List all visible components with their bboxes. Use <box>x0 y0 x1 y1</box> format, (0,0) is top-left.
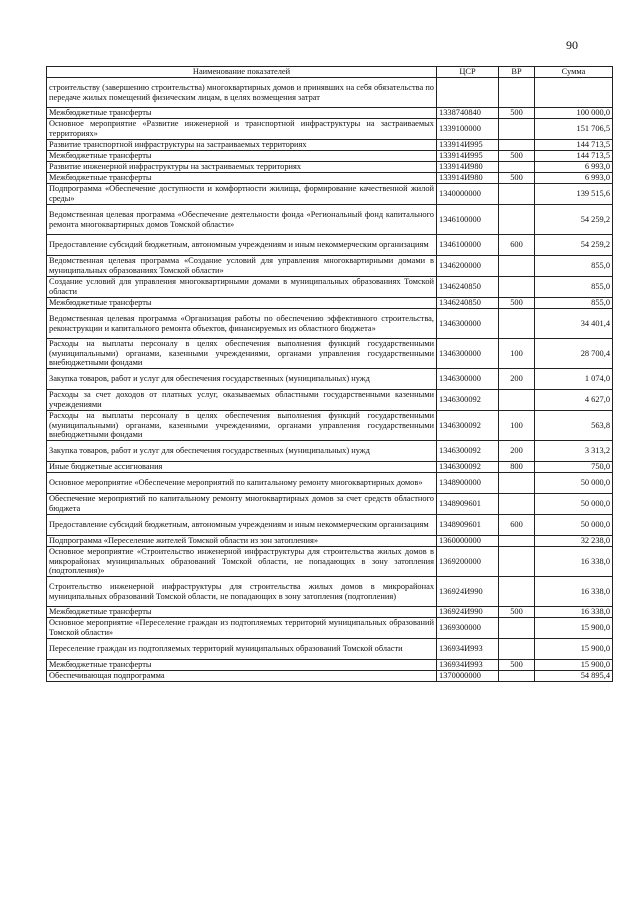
table-row <box>47 140 613 151</box>
cell-csr: 1369300000 <box>437 618 499 639</box>
cell-sum: 151 706,5 <box>535 119 613 140</box>
cell-name: Обеспечение мероприятий по капитальному ремонту многоквартирных домов за счет средств областного бюджета <box>47 494 437 515</box>
cell-vr: 500 <box>499 298 535 309</box>
table-row <box>47 277 613 298</box>
cell-csr: 133914И995 <box>437 140 499 151</box>
cell-vr <box>499 78 535 108</box>
table-row <box>47 441 613 462</box>
cell-csr: 1348900000 <box>437 473 499 494</box>
table-row <box>47 151 613 162</box>
cell-csr: 1346300000 <box>437 339 499 369</box>
cell-vr: 500 <box>499 660 535 671</box>
cell-name: Развитие инженерной инфраструктуры на застраиваемых территориях <box>47 162 437 173</box>
cell-name: Межбюджетные трансферты <box>47 298 437 309</box>
cell-csr: 1338740840 <box>437 108 499 119</box>
table-row <box>47 162 613 173</box>
budget-table <box>46 66 613 682</box>
cell-csr: 136934И993 <box>437 639 499 660</box>
cell-sum: 28 700,4 <box>535 339 613 369</box>
cell-name: Предоставление субсидий бюджетным, автономным учреждениям и иным некоммерческим организациям <box>47 235 437 256</box>
cell-name: Основное мероприятие «Строительство инженерной инфраструктуры для строительства жилых домов в микрорайонах муниципальных образований Томской области, не попадающих в зону затопления (подтопления)» <box>47 547 437 577</box>
cell-name: Создание условий для управления многоквартирными домами в муниципальных образованиях Томской области <box>47 277 437 298</box>
table-row <box>47 173 613 184</box>
cell-csr: 1348909601 <box>437 515 499 536</box>
header-name: Наименование показателей <box>47 67 437 78</box>
cell-name: Ведомственная целевая программа «Создание условий для управления многоквартирными домами в муниципальных образованиях Томской области» <box>47 256 437 277</box>
cell-name: Расходы на выплаты персоналу в целях обеспечения выполнения функций государственными (муниципальными) органами, казенными учреждениями, органами управления государственными внебюджетными фондами <box>47 339 437 369</box>
cell-sum: 34 401,4 <box>535 309 613 339</box>
cell-name: Ведомственная целевая программа «Обеспечение деятельности фонда «Региональный фонд капитального ремонта многоквартирных домов Томской области» <box>47 205 437 235</box>
cell-sum: 16 338,0 <box>535 547 613 577</box>
cell-csr: 1339100000 <box>437 119 499 140</box>
cell-vr <box>499 473 535 494</box>
cell-vr <box>499 577 535 607</box>
table-row <box>47 184 613 205</box>
header-csr: ЦСР <box>437 67 499 78</box>
cell-csr: 1346300092 <box>437 462 499 473</box>
cell-csr: 1346200000 <box>437 256 499 277</box>
cell-vr <box>499 256 535 277</box>
cell-csr: 1346300000 <box>437 309 499 339</box>
cell-csr: 1346240850 <box>437 298 499 309</box>
table-row <box>47 536 613 547</box>
table-row <box>47 256 613 277</box>
cell-sum: 16 338,0 <box>535 577 613 607</box>
table-row <box>47 660 613 671</box>
header-sum: Сумма <box>535 67 613 78</box>
cell-sum: 144 713,5 <box>535 140 613 151</box>
cell-name: Ведомственная целевая программа «Организация работы по обеспечению эффективного строительства, реконструкции и капитального ремонта объектов, финансируемых из областного бюджета» <box>47 309 437 339</box>
cell-sum: 144 713,5 <box>535 151 613 162</box>
cell-vr: 100 <box>499 411 535 441</box>
cell-csr: 1346300000 <box>437 369 499 390</box>
cell-vr: 500 <box>499 173 535 184</box>
cell-vr: 600 <box>499 515 535 536</box>
cell-name: Обеспечивающая подпрограмма <box>47 671 437 682</box>
cell-sum: 855,0 <box>535 298 613 309</box>
cell-vr: 500 <box>499 607 535 618</box>
cell-sum: 54 895,4 <box>535 671 613 682</box>
cell-vr <box>499 671 535 682</box>
cell-vr: 600 <box>499 235 535 256</box>
cell-name: Расходы за счет доходов от платных услуг, оказываемых областными государственными казенными учреждениями <box>47 390 437 411</box>
cell-sum: 4 627,0 <box>535 390 613 411</box>
cell-sum: 6 993,0 <box>535 173 613 184</box>
table-row <box>47 473 613 494</box>
cell-csr: 136924И990 <box>437 577 499 607</box>
cell-vr: 100 <box>499 339 535 369</box>
cell-sum: 15 900,0 <box>535 660 613 671</box>
header-vr: ВР <box>499 67 535 78</box>
table-row <box>47 494 613 515</box>
cell-sum: 563,8 <box>535 411 613 441</box>
page-number: 90 <box>566 38 578 52</box>
table-row <box>47 298 613 309</box>
cell-sum: 750,0 <box>535 462 613 473</box>
cell-sum: 3 313,2 <box>535 441 613 462</box>
cell-name: Строительство инженерной инфраструктуры для строительства жилых домов в микрорайонах муниципальных образований Томской области, не попадающих в зону затопления (подтопления) <box>47 577 437 607</box>
cell-csr: 1340000000 <box>437 184 499 205</box>
cell-sum: 32 238,0 <box>535 536 613 547</box>
cell-vr <box>499 547 535 577</box>
cell-name: Подпрограмма «Переселение жителей Томской области из зон затопления» <box>47 536 437 547</box>
table-row <box>47 339 613 369</box>
cell-name: Закупка товаров, работ и услуг для обеспечения государственных (муниципальных) нужд <box>47 441 437 462</box>
table-row <box>47 78 613 108</box>
table-row <box>47 577 613 607</box>
cell-vr: 800 <box>499 462 535 473</box>
table-row <box>47 119 613 140</box>
cell-sum: 50 000,0 <box>535 473 613 494</box>
cell-sum: 1 074,0 <box>535 369 613 390</box>
cell-sum: 54 259,2 <box>535 235 613 256</box>
table-row <box>47 639 613 660</box>
cell-sum: 54 259,2 <box>535 205 613 235</box>
cell-csr: 1369200000 <box>437 547 499 577</box>
cell-name: Подпрограмма «Обеспечение доступности и комфортности жилища, формирование качественной жилой среды» <box>47 184 437 205</box>
cell-sum: 50 000,0 <box>535 494 613 515</box>
table-row <box>47 235 613 256</box>
cell-name: Предоставление субсидий бюджетным, автономным учреждениям и иным некоммерческим организациям <box>47 515 437 536</box>
cell-vr <box>499 618 535 639</box>
cell-sum <box>535 78 613 108</box>
cell-name: Расходы на выплаты персоналу в целях обеспечения выполнения функций государственными (муниципальными) органами, казенными учреждениями, органами управления государственными внебюджетными фондами <box>47 411 437 441</box>
cell-csr: 1346240850 <box>437 277 499 298</box>
table-row <box>47 369 613 390</box>
table-row <box>47 618 613 639</box>
cell-csr: 133914И980 <box>437 173 499 184</box>
table-row <box>47 671 613 682</box>
cell-name: Развитие транспортной инфраструктуры на застраиваемых территориях <box>47 140 437 151</box>
cell-csr: 1346300092 <box>437 390 499 411</box>
cell-vr <box>499 277 535 298</box>
cell-name: строительству (завершению строительства) многоквартирных домов и принявших на себя обязательства по передаче жилых помещений физическим лицам, в целях возмещения затрат <box>47 78 437 108</box>
table-row <box>47 108 613 119</box>
cell-sum: 15 900,0 <box>535 618 613 639</box>
cell-vr <box>499 119 535 140</box>
cell-vr <box>499 184 535 205</box>
cell-vr <box>499 140 535 151</box>
cell-vr: 200 <box>499 369 535 390</box>
table-row <box>47 547 613 577</box>
cell-sum: 15 900,0 <box>535 639 613 660</box>
cell-name: Закупка товаров, работ и услуг для обеспечения государственных (муниципальных) нужд <box>47 369 437 390</box>
table-row <box>47 390 613 411</box>
cell-sum: 855,0 <box>535 256 613 277</box>
cell-csr: 1346100000 <box>437 205 499 235</box>
cell-name: Основное мероприятие «Переселение граждан из подтопляемых территорий муниципальных образований Томской области» <box>47 618 437 639</box>
cell-csr: 136924И990 <box>437 607 499 618</box>
cell-csr: 133914И995 <box>437 151 499 162</box>
cell-csr: 136934И993 <box>437 660 499 671</box>
cell-csr: 1370000000 <box>437 671 499 682</box>
cell-vr <box>499 494 535 515</box>
cell-sum: 16 338,0 <box>535 607 613 618</box>
cell-sum: 100 000,0 <box>535 108 613 119</box>
cell-csr: 1346300092 <box>437 411 499 441</box>
table-row <box>47 515 613 536</box>
table-header-row <box>47 67 613 78</box>
table-row <box>47 411 613 441</box>
cell-csr: 1348909601 <box>437 494 499 515</box>
cell-csr: 133914И980 <box>437 162 499 173</box>
cell-name: Межбюджетные трансферты <box>47 151 437 162</box>
cell-name: Межбюджетные трансферты <box>47 173 437 184</box>
table-row <box>47 462 613 473</box>
table-row <box>47 607 613 618</box>
cell-vr: 200 <box>499 441 535 462</box>
cell-name: Межбюджетные трансферты <box>47 607 437 618</box>
cell-vr: 500 <box>499 108 535 119</box>
cell-vr <box>499 639 535 660</box>
cell-csr <box>437 78 499 108</box>
cell-csr: 1346100000 <box>437 235 499 256</box>
cell-vr: 500 <box>499 151 535 162</box>
cell-sum: 50 000,0 <box>535 515 613 536</box>
table-row <box>47 205 613 235</box>
cell-vr <box>499 162 535 173</box>
cell-name: Межбюджетные трансферты <box>47 108 437 119</box>
cell-name: Иные бюджетные ассигнования <box>47 462 437 473</box>
cell-vr <box>499 536 535 547</box>
cell-sum: 855,0 <box>535 277 613 298</box>
cell-name: Основное мероприятие «Развитие инженерной и транспортной инфраструктуры на застраиваемых территориях» <box>47 119 437 140</box>
table-row <box>47 309 613 339</box>
cell-vr <box>499 390 535 411</box>
cell-name: Межбюджетные трансферты <box>47 660 437 671</box>
cell-vr <box>499 309 535 339</box>
cell-sum: 139 515,6 <box>535 184 613 205</box>
cell-name: Переселение граждан из подтопляемых территорий муниципальных образований Томской области <box>47 639 437 660</box>
cell-vr <box>499 205 535 235</box>
cell-name: Основное мероприятие «Обеспечение мероприятий по капитальному ремонту многоквартирных домов» <box>47 473 437 494</box>
cell-csr: 1346300092 <box>437 441 499 462</box>
cell-csr: 1360000000 <box>437 536 499 547</box>
cell-sum: 6 993,0 <box>535 162 613 173</box>
